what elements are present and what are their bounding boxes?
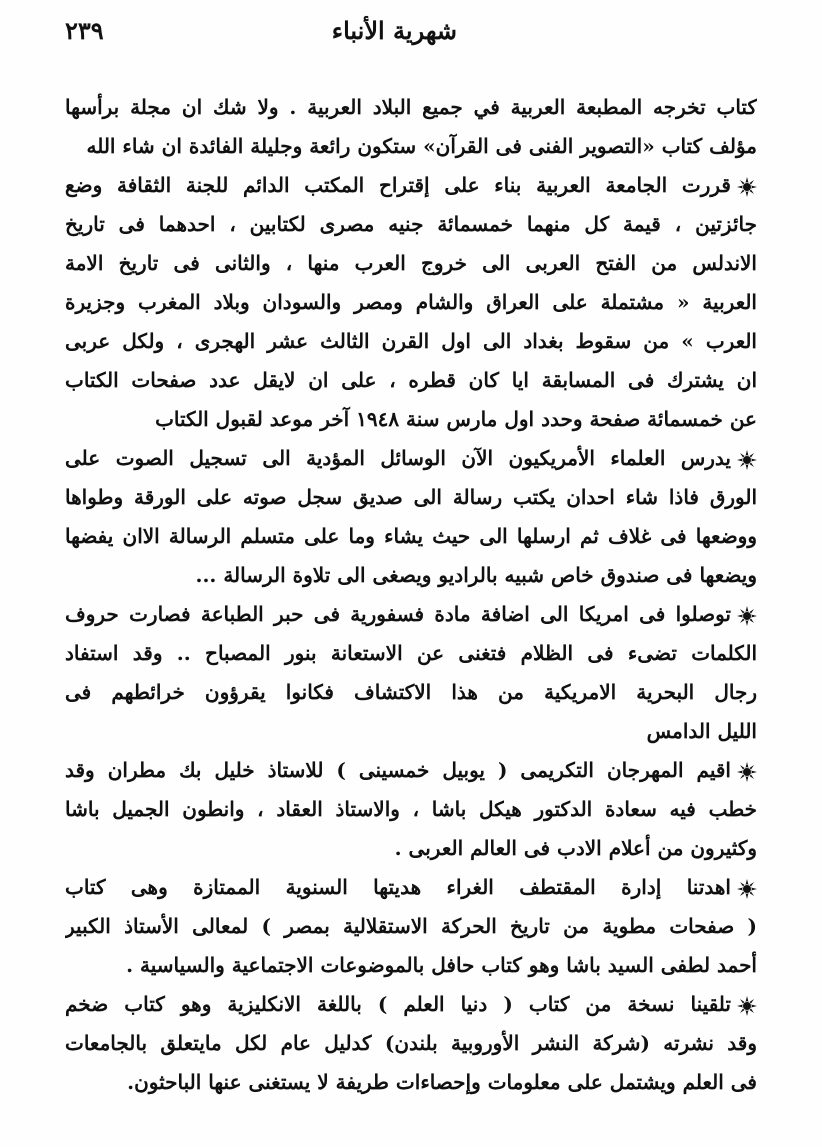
news-paragraph bbox=[65, 439, 757, 595]
text-line bbox=[65, 790, 757, 829]
line-text: الاندلس من الفتح العربى الى خروج العرب منها ، والثانى فى تاريخ الامة bbox=[65, 251, 757, 275]
line-text: اهدتنا إدارة المقتطف الغراء هديتها السنوية الممتازة وهى كتاب bbox=[65, 875, 731, 899]
text-line bbox=[65, 595, 757, 634]
text-line bbox=[65, 166, 757, 205]
asterism-bullet-icon bbox=[737, 177, 757, 197]
line-text: أحمد لطفى السيد باشا وهو كتاب حافل بالموضوعات الاجتماعية والسياسية . bbox=[126, 953, 757, 977]
line-text: توصلوا فى امريكا الى اضافة مادة فسفورية فى حبر الطباعة فصارت حروف bbox=[65, 602, 731, 626]
asterism-bullet-icon bbox=[737, 606, 757, 626]
text-line bbox=[65, 712, 757, 751]
line-text: وكثيرون من أعلام الادب فى العالم العربى . bbox=[394, 836, 757, 860]
text-line bbox=[65, 1024, 757, 1063]
line-text: فى العلم ويشتمل على معلومات وإحصاءات طريفة لا يستغنى عنها الباحثون. bbox=[127, 1070, 757, 1094]
asterism-bullet-icon bbox=[737, 996, 757, 1016]
text-line bbox=[65, 244, 757, 283]
text-line bbox=[65, 946, 757, 985]
text-line bbox=[65, 127, 757, 166]
line-text: ويضعها فى صندوق خاص شبيه بالراديو ويصغى الى تلاوة الرسالة ... bbox=[195, 563, 757, 587]
text-line bbox=[65, 673, 757, 712]
line-text: تلقينا نسخة من كتاب ( دنيا العلم ) باللغة الانكليزية وهو كتاب ضخم bbox=[65, 992, 731, 1016]
line-text: كتاب تخرجه المطبعة العربية في جميع البلاد العربية . ولا شك ان مجلة برأسها bbox=[65, 95, 757, 119]
line-text: ( صفحات مطوية من تاريخ الحركة الاستقلالية بمصر ) لمعالى الأستاذ الكبير bbox=[65, 914, 757, 938]
text-line bbox=[65, 517, 757, 556]
news-paragraph bbox=[65, 166, 757, 439]
text-line bbox=[65, 868, 757, 907]
news-paragraph bbox=[65, 595, 757, 751]
text-line bbox=[65, 400, 757, 439]
asterism-bullet-icon bbox=[737, 450, 757, 470]
text-line bbox=[65, 751, 757, 790]
text-line bbox=[65, 439, 757, 478]
line-text: قررت الجامعة العربية بناء على إقتراح المكتب الدائم للجنة الثقافة وضع bbox=[65, 173, 731, 197]
line-text: الكلمات تضىء فى الظلام فتغنى عن الاستعانة بنور المصباح .. وقد استفاد bbox=[65, 641, 757, 665]
news-paragraph bbox=[65, 751, 757, 868]
line-text: العربية « مشتملة على العراق والشام ومصر والسودان وبلاد المغرب وجزيرة bbox=[65, 290, 757, 314]
news-paragraph bbox=[65, 985, 757, 1102]
news-paragraph bbox=[65, 868, 757, 985]
text-line bbox=[65, 361, 757, 400]
asterism-bullet-icon bbox=[737, 762, 757, 782]
asterism-bullet-icon bbox=[737, 879, 757, 899]
line-text: خطب فيه سعادة الدكتور هيكل باشا ، والاستاذ العقاد ، وانطون الجميل باشا bbox=[65, 797, 757, 821]
text-line bbox=[65, 556, 757, 595]
text-line bbox=[65, 907, 757, 946]
news-paragraph bbox=[65, 88, 757, 166]
line-text: ان يشترك فى المسابقة ايا كان قطره ، على ان لايقل عدد صفحات الكتاب bbox=[65, 368, 757, 392]
text-line bbox=[65, 205, 757, 244]
text-line bbox=[65, 985, 757, 1024]
line-text: مؤلف كتاب «التصوير الفنى فى القرآن» ستكون رائعة وجليلة الفائدة ان شاء الله bbox=[86, 134, 757, 158]
text-line bbox=[65, 283, 757, 322]
running-title: شهرية الأنباء bbox=[331, 16, 457, 45]
line-text: اقيم المهرجان التكريمى ( يوبيل خمسينى ) للاستاذ خليل بك مطران وقد bbox=[65, 758, 731, 782]
line-text: جائزتين ، قيمة كل منهما خمسمائة جنيه مصرى لكتابين ، احدهما فى تاريخ bbox=[65, 212, 757, 236]
text-line bbox=[65, 1063, 757, 1102]
text-line bbox=[65, 829, 757, 868]
line-text: العرب » من سقوط بغداد الى اول القرن الثالث عشر الهجرى ، ولكل عربى bbox=[65, 329, 757, 353]
line-text: عن خمسمائة صفحة وحدد اول مارس سنة ١٩٤٨ آخر موعد لقبول الكتاب bbox=[155, 407, 757, 431]
article-body bbox=[65, 88, 757, 1102]
line-text: يدرس العلماء الأمريكيون الآن الوسائل المؤدية الى تسجيل الصوت على bbox=[65, 446, 732, 470]
text-line bbox=[65, 478, 757, 517]
text-line bbox=[65, 634, 757, 673]
line-text: الليل الدامس bbox=[646, 719, 757, 743]
line-text: الورق فاذا شاء احدان يكتب رسالة الى صديق سجل صوته على الورقة وطواها bbox=[65, 485, 757, 509]
line-text: وقد نشرته (شركة النشر الأوروبية بلندن) كدليل عام لكل مايتعلق بالجامعات bbox=[65, 1031, 757, 1055]
page-number: ٢٣٩ bbox=[65, 16, 104, 45]
line-text: رجال البحرية الامريكية من هذا الاكتشاف فكانوا يقرؤون خرائطهم فى bbox=[65, 680, 757, 704]
page-header bbox=[60, 8, 762, 56]
text-line bbox=[65, 88, 757, 127]
text-line bbox=[65, 322, 757, 361]
line-text: ووضعها فى غلاف ثم ارسلها الى حيث يشاء وما على متسلم الرسالة الاان يفضها bbox=[65, 524, 757, 548]
